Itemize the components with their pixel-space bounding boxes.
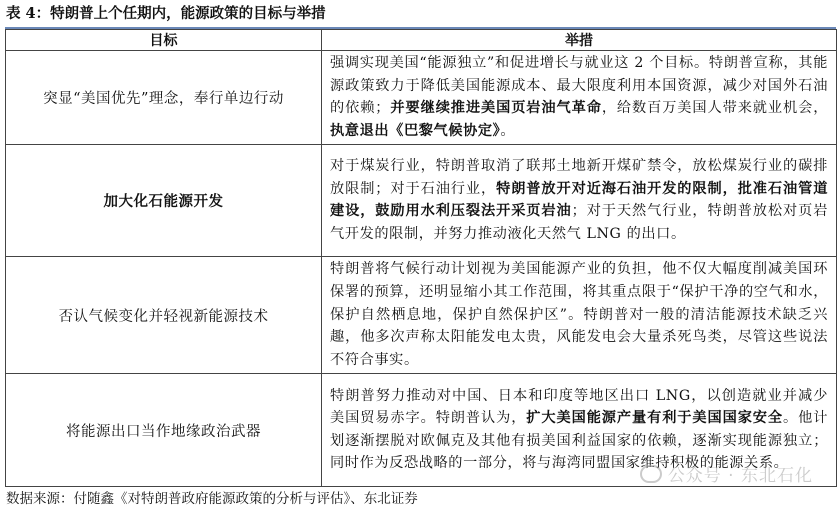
measure-text: 。他计划逐渐摆脱对欧佩克及其他有损美国利益国家的依赖，逐渐实现能源独立；同时作为反恐战略的一部分，将与海湾同盟国家维持积极的能源关系。 — [330, 410, 828, 472]
data-source: 数据来源：付随鑫《对特朗普政府能源政策的分析与评估》、东北证券 — [6, 491, 418, 507]
caption-title: 特朗普上个任期内，能源政策的目标与举措 — [50, 5, 326, 22]
measure-text: ，给数百万美国人带来就业机会， — [601, 100, 828, 117]
table-header-row — [6, 30, 837, 51]
wechat-icon — [640, 465, 662, 483]
measure-cell — [322, 145, 837, 257]
watermark — [640, 461, 813, 486]
header-goal: 目标 — [6, 30, 322, 51]
policy-table — [5, 29, 837, 487]
caption-prefix: 表 4： — [6, 5, 51, 22]
measure-text: 对于煤炭行业，特朗普取消了联邦土地新开煤矿禁令，放松煤炭行业的碳排放限制；对于石油行业， — [330, 158, 828, 197]
goal-cell: 突显“美国优先”理念，奉行单边行动 — [6, 51, 322, 145]
measure-text: 特朗普努力推动对中国、日本和印度等地区出口 LNG，以创造就业并减少美国贸易赤字。特朗普认为， — [330, 387, 828, 427]
table-row — [6, 257, 837, 374]
watermark-text: 公众号 · 东北石化 — [667, 466, 813, 486]
table-caption — [6, 3, 326, 25]
measure-highlight: 并要继续推进美国页岩油气革命 — [390, 100, 602, 117]
table-row — [6, 145, 837, 257]
measure-text: 。 — [500, 122, 516, 139]
goal-cell: 加大化石能源开发 — [6, 145, 322, 257]
goal-cell: 否认气候变化并轻视新能源技术 — [6, 257, 322, 374]
measure-highlight: 特朗普放开对近海石油开发的限制，批准石油管道建设，鼓励用水利压裂法开采页岩油 — [330, 180, 828, 220]
measure-text: 特朗普将气候行动计划视为美国能源产业的负担，他不仅大幅度削减美国环保署的预算，还明显缩小其工作范围，将其重点限于“保护干净的空气和水，保护自然栖息地，保护自然保护区”。特朗普对一般的清洁能源技术缺乏兴趣，他多次声称太阳能发电太贵，风能发电会大量杀死鸟类，尽管这些说法不符合事实。 — [330, 261, 828, 368]
measure-text: ；对于天然气行业，特朗普放松对页岩气开发的限制，并努力推动液化天然气 LNG 的出口。 — [330, 203, 828, 242]
measure-cell — [322, 257, 837, 374]
measure-text: 强调实现美国“能源独立”和促进增长与就业这 2 个目标。特朗普宣称，其能源政策致力于降低美国能源成本、最大限度利用本国资源，减少对国外石油的依赖； — [330, 55, 828, 117]
measure-highlight: 执意退出《巴黎气候协定》 — [330, 122, 501, 139]
goal-cell: 将能源出口当作地缘政治武器 — [6, 374, 322, 487]
header-measure: 举措 — [322, 30, 837, 51]
measure-cell — [322, 51, 837, 145]
measure-highlight: 扩大美国能源产量有利于美国国家安全 — [526, 410, 783, 427]
table-row — [6, 51, 837, 145]
